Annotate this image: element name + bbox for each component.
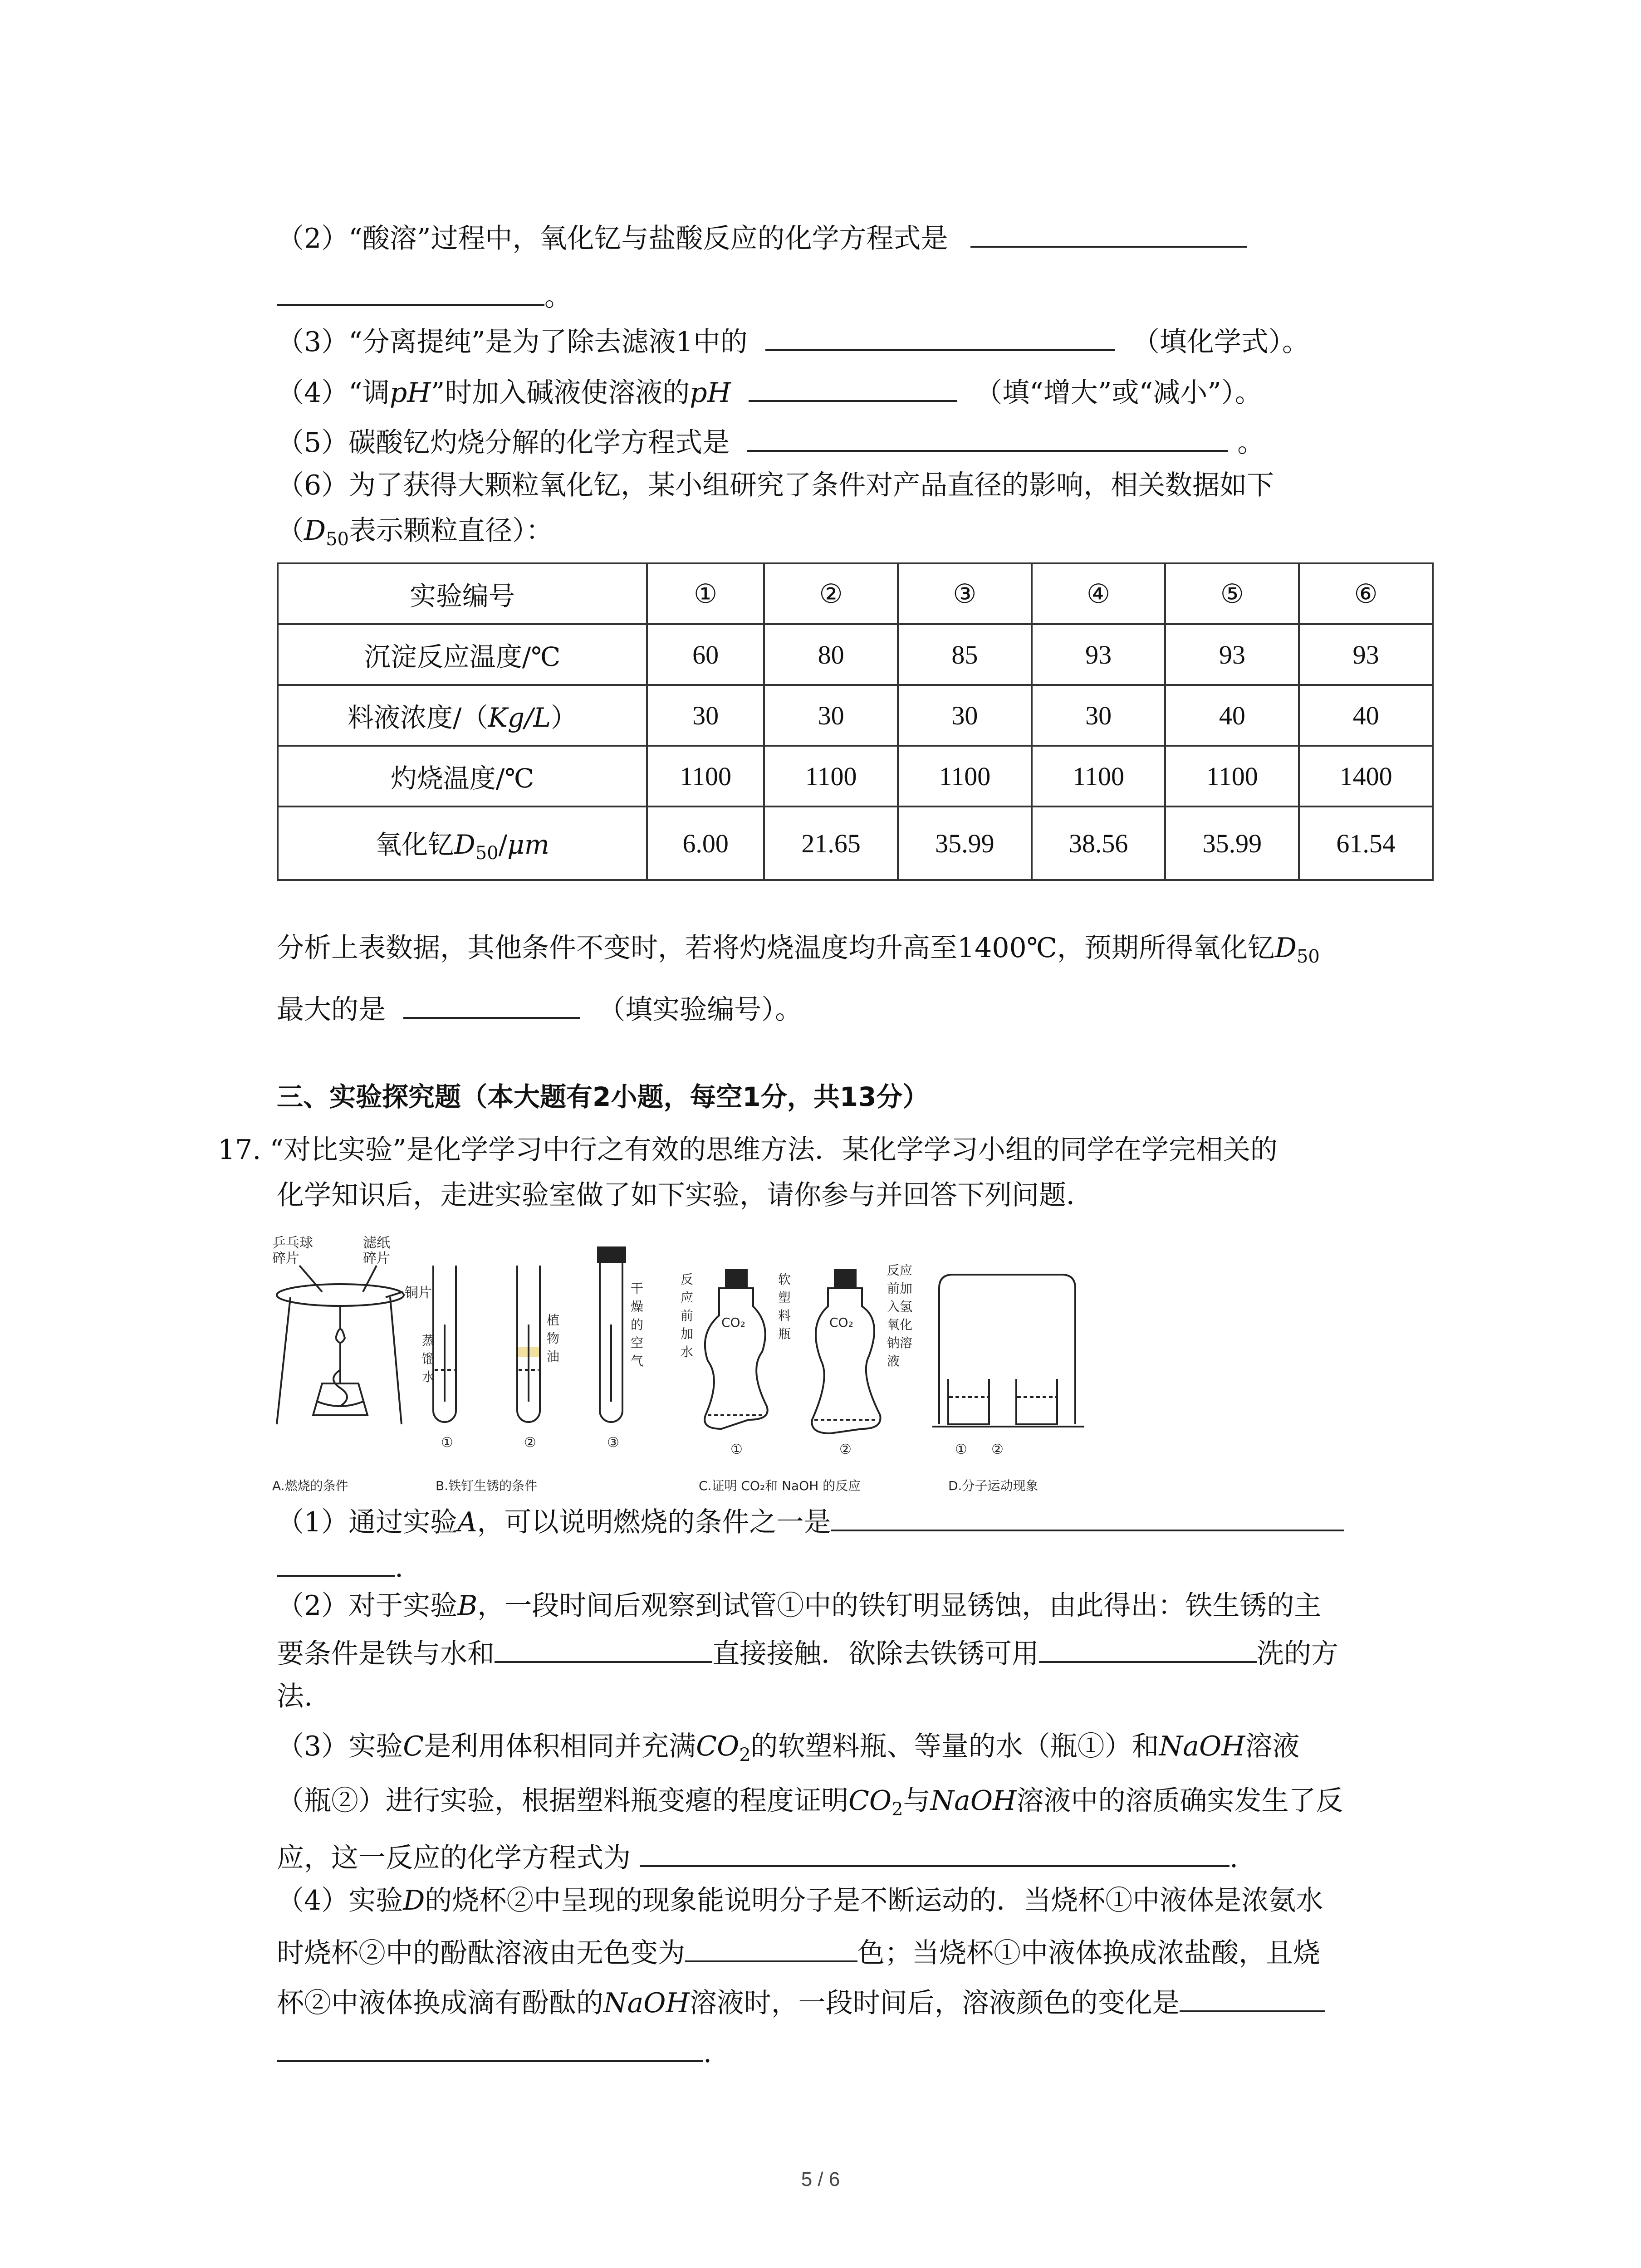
question-text: 最大的是 <box>277 994 386 1026</box>
table-header-cell: ② <box>764 563 898 624</box>
formula-co2: CO <box>696 1730 740 1762</box>
label-dry-air: 燥 <box>631 1299 644 1314</box>
q17-part1-line1 <box>277 1501 1438 1540</box>
question-text: 法. <box>277 1681 313 1712</box>
question-text: 分析上表数据，其他条件不变时，若将灼烧温度均升高至1400℃，预期所得氧化钇 <box>277 932 1275 964</box>
label-oil: 植 <box>547 1313 560 1328</box>
label-add-water: 应 <box>681 1290 694 1305</box>
q16-analysis-line1 <box>277 930 1438 975</box>
question-text: 杯②中液体换成滴有酚酞的 <box>277 1987 603 2019</box>
question-text: （填化学式）。 <box>1132 326 1309 358</box>
table-cell: 21.65 <box>764 807 898 880</box>
label-add-naoh: 钠溶 <box>887 1335 913 1350</box>
table-header-cell: 实验编号 <box>278 563 647 624</box>
label-add-water: 加 <box>681 1326 694 1341</box>
answer-blank[interactable] <box>277 276 544 306</box>
table-cell: 38.56 <box>1032 807 1166 880</box>
label-add-naoh: 入氢 <box>887 1299 913 1314</box>
table-cell: 80 <box>764 624 898 685</box>
experiment-c-apparatus <box>681 1263 912 1493</box>
table-cell: 1100 <box>764 746 898 807</box>
question-text: （1）通过实验 <box>277 1506 458 1538</box>
question-text: （4）实验 <box>277 1885 403 1916</box>
question-text: 色；当烧杯①中液体换成浓盐酸，且烧 <box>857 1937 1320 1969</box>
experiment-table <box>277 562 1434 881</box>
experiment-letter: C <box>403 1730 424 1762</box>
row-label: 沉淀反应温度/℃ <box>278 624 647 685</box>
answer-blank[interactable] <box>403 989 580 1019</box>
question-text: 化学知识后，走进实验室做了如下实验，请你参与并回答下列问题． <box>277 1179 1093 1211</box>
q17-part2-line3 <box>277 1678 1438 1715</box>
answer-blank[interactable] <box>277 1547 395 1577</box>
table-header-cell: ⑥ <box>1299 563 1433 624</box>
row-label-text: 料液浓度/（ <box>347 702 488 733</box>
experiment-letter: B <box>457 1590 478 1622</box>
table-row <box>278 746 1433 807</box>
table-cell: 30 <box>898 685 1032 746</box>
table-cell: 60 <box>647 624 764 685</box>
label-dry-air: 气 <box>631 1354 644 1369</box>
answer-blank[interactable] <box>970 218 1247 248</box>
question-text: 溶液 <box>1245 1730 1300 1762</box>
experiment-letter: A <box>457 1506 477 1538</box>
tube-number: ③ <box>607 1435 619 1451</box>
table-header-cell: ④ <box>1032 563 1166 624</box>
label-pingpong: 碎片 <box>272 1251 299 1266</box>
row-label-text: ） <box>551 702 578 733</box>
beaker-number: ① <box>955 1442 967 1457</box>
question-text: 与 <box>903 1785 931 1817</box>
table-cell: 85 <box>898 624 1032 685</box>
subscript: 50 <box>326 529 349 550</box>
question-text: （4）“调 <box>277 377 390 409</box>
question-text: 溶液中的溶质确实发生了反 <box>1016 1785 1343 1817</box>
row-label-text: / <box>498 829 508 860</box>
row-label: 灼烧温度/℃ <box>278 746 647 807</box>
label-add-water: 前 <box>681 1308 694 1323</box>
label-co2: CO₂ <box>829 1315 853 1330</box>
answer-blank[interactable] <box>747 422 1228 452</box>
q16-part5 <box>277 422 1438 461</box>
q16-part6-line2 <box>277 513 1438 557</box>
experiment-b-apparatus <box>422 1247 643 1493</box>
label-add-naoh: 氧化 <box>887 1317 913 1332</box>
beaker-number: ② <box>991 1442 1004 1457</box>
table-row <box>278 624 1433 685</box>
q17-part2-line2 <box>277 1633 1438 1672</box>
label-dry-air: 空 <box>631 1335 644 1350</box>
table-cell: 1100 <box>898 746 1032 807</box>
question-text: （5）碳酸钇灼烧分解的化学方程式是 <box>277 427 730 459</box>
label-oil: 物 <box>547 1331 560 1346</box>
label-add-water: 水 <box>681 1344 694 1359</box>
formula-naoh: NaOH <box>930 1785 1017 1817</box>
q16-part4 <box>277 372 1438 411</box>
page-number: 5 / 6 <box>801 2168 840 2190</box>
question-text: （填实验编号）。 <box>598 994 803 1026</box>
answer-blank[interactable] <box>765 321 1115 351</box>
table-cell: 40 <box>1299 685 1433 746</box>
table-cell: 35.99 <box>898 807 1032 880</box>
label-oil: 油 <box>547 1349 560 1364</box>
experiment-letter: D <box>403 1885 425 1916</box>
table-cell: 30 <box>764 685 898 746</box>
table-cell: 1100 <box>1165 746 1299 807</box>
label-plastic-bottle: 塑 <box>778 1290 791 1305</box>
table-cell: 61.54 <box>1299 807 1433 880</box>
label-filter-paper: 滤纸 <box>363 1235 390 1251</box>
punctuation: . <box>395 1552 404 1584</box>
label-pingpong: 乒乓球 <box>272 1235 313 1251</box>
table-cell: 6.00 <box>647 807 764 880</box>
question-text: （填“增大”或“减小”）。 <box>975 377 1262 409</box>
q17-part4-line2 <box>277 1932 1438 1971</box>
label-plastic-bottle: 软 <box>778 1272 791 1287</box>
table-cell: 1400 <box>1299 746 1433 807</box>
experiment-figure <box>272 1234 1107 1497</box>
label-add-naoh: 前加 <box>887 1281 913 1296</box>
table-row <box>278 685 1433 746</box>
label-add-naoh: 反应 <box>887 1263 913 1278</box>
label-copper: 铜片 <box>405 1285 432 1301</box>
table-cell: 40 <box>1165 685 1299 746</box>
question-text: （3）实验 <box>277 1730 403 1762</box>
ph-symbol: pH <box>690 377 731 409</box>
punctuation: . <box>703 2037 712 2069</box>
punctuation: . <box>1230 1842 1239 1874</box>
subscript: 2 <box>739 1745 751 1765</box>
answer-blank[interactable] <box>277 2032 703 2062</box>
question-text: （ <box>277 515 304 547</box>
label-plastic-bottle: 瓶 <box>778 1326 791 1341</box>
table-cell: 30 <box>647 685 764 746</box>
question-text: 是利用体积相同并充满 <box>424 1730 696 1762</box>
punctuation: 。 <box>1237 427 1265 459</box>
question-text: 要条件是铁与水和 <box>277 1638 495 1670</box>
table-cell: 93 <box>1299 624 1433 685</box>
tube-number: ① <box>441 1435 453 1451</box>
question-text: 应，这一反应的化学方程式为 <box>277 1842 631 1874</box>
q17-part2-line1 <box>277 1588 1438 1624</box>
question-text: 直接接触．欲除去铁锈可用 <box>712 1638 1039 1670</box>
table-row <box>278 807 1433 880</box>
q17-intro-line2 <box>277 1177 1438 1213</box>
label-add-naoh: 液 <box>887 1354 900 1369</box>
caption-d: D.分子运动现象 <box>948 1478 1038 1493</box>
question-text: （2）对于实验 <box>277 1590 458 1622</box>
q17-part4-line4 <box>277 2032 1438 2071</box>
formula-co2: CO <box>848 1785 892 1817</box>
table-cell: 1100 <box>647 746 764 807</box>
answer-blank[interactable] <box>831 1501 1344 1531</box>
q17-part1-line2 <box>277 1547 1438 1586</box>
punctuation: 。 <box>544 281 572 313</box>
q16-part2-line2 <box>277 276 1438 315</box>
formula-naoh: NaOH <box>603 1987 690 2019</box>
q17-part3-line3 <box>277 1837 1438 1876</box>
question-text: ，可以说明燃烧的条件之一是 <box>477 1506 831 1538</box>
d-symbol: D <box>304 515 326 547</box>
question-text: ”时加入碱液使溶液的 <box>431 377 690 409</box>
q17-part4-line1 <box>277 1882 1438 1919</box>
label-dry-air: 干 <box>631 1281 644 1296</box>
question-text: （2）“酸溶”过程中，氧化钇与盐酸反应的化学方程式是 <box>277 223 948 254</box>
label-water: 馏 <box>422 1351 435 1366</box>
formula-naoh: NaOH <box>1159 1730 1245 1762</box>
experiment-a-apparatus <box>272 1235 432 1493</box>
ph-symbol: pH <box>389 377 431 409</box>
question-text: 表示颗粒直径）： <box>349 515 554 547</box>
table-cell: 35.99 <box>1165 807 1299 880</box>
row-label <box>278 685 647 746</box>
question-text: 的烧杯②中呈现的现象能说明分子是不断运动的．当烧杯①中液体是浓氨水 <box>425 1885 1323 1916</box>
question-text: 17. “对比实验”是化学学习中行之有效的思维方法．某化学学习小组的同学在学完相关的 <box>218 1134 1278 1166</box>
answer-blank[interactable] <box>640 1837 1230 1867</box>
table-cell: 93 <box>1165 624 1299 685</box>
subscript: 2 <box>892 1799 903 1820</box>
table-cell: 93 <box>1032 624 1166 685</box>
subscript: 50 <box>475 842 499 864</box>
caption-b: B.铁钉生锈的条件 <box>436 1478 538 1493</box>
table-cell: 1100 <box>1032 746 1166 807</box>
q16-part2-line1 <box>277 218 1438 257</box>
table-header-cell: ③ <box>898 563 1032 624</box>
q17-part3-line1 <box>277 1728 1438 1773</box>
subscript: 50 <box>1296 946 1320 967</box>
table-header-row <box>278 563 1433 624</box>
answer-blank[interactable] <box>1039 1633 1257 1663</box>
table-header-cell: ① <box>647 563 764 624</box>
d-symbol: D <box>454 829 475 860</box>
question-text: 时烧杯②中的酚酞溶液由无色变为 <box>277 1937 685 1969</box>
unit-text: Kg/L <box>488 702 551 733</box>
label-water: 蒸 <box>422 1333 435 1348</box>
label-water: 水 <box>422 1369 435 1384</box>
question-text: （瓶②）进行实验，根据塑料瓶变瘪的程度证明 <box>277 1785 848 1817</box>
answer-blank[interactable] <box>495 1633 712 1663</box>
row-label-text: 氧化钇 <box>375 829 455 860</box>
question-text: 洗的方 <box>1257 1638 1338 1670</box>
answer-blank[interactable] <box>749 372 957 402</box>
caption-a: A.燃烧的条件 <box>272 1478 348 1493</box>
table-header-cell: ⑤ <box>1165 563 1299 624</box>
table-cell: 30 <box>1032 685 1166 746</box>
question-text: ，一段时间后观察到试管①中的铁钉明显锈蚀，由此得出：铁生锈的主 <box>477 1590 1322 1622</box>
bottle-number: ① <box>730 1442 743 1457</box>
answer-blank[interactable] <box>1180 1982 1325 2012</box>
label-dry-air: 的 <box>631 1317 644 1332</box>
question-text: （3）“分离提纯”是为了除去滤液1中的 <box>277 326 748 358</box>
section-heading: 三、实验探究题（本大题有2小题，每空1分，共13分） <box>277 1081 929 1112</box>
answer-blank[interactable] <box>685 1932 857 1962</box>
label-filter-paper: 碎片 <box>363 1251 390 1266</box>
q17-part4-line3 <box>277 1982 1438 2021</box>
d-symbol: D <box>1274 932 1297 964</box>
label-plastic-bottle: 料 <box>778 1308 791 1323</box>
question-text: （6）为了获得大颗粒氧化钇，某小组研究了条件对产品直径的影响，相关数据如下 <box>277 469 1274 501</box>
tube-number: ② <box>524 1435 536 1451</box>
experiment-d-apparatus <box>932 1275 1084 1493</box>
unit-text: μm <box>507 829 549 860</box>
q17-intro-line1 <box>218 1132 1379 1168</box>
caption-c: C.证明 CO₂和 NaOH 的反应 <box>699 1478 861 1493</box>
question-text: 的软塑料瓶、等量的水（瓶①）和 <box>750 1730 1159 1762</box>
row-label <box>278 807 647 880</box>
label-add-water: 反 <box>681 1272 694 1287</box>
label-co2: CO₂ <box>721 1315 745 1330</box>
bottle-number: ② <box>839 1442 852 1457</box>
q17-part3-line2 <box>277 1783 1438 1828</box>
question-text: 溶液时，一段时间后，溶液颜色的变化是 <box>689 1987 1180 2019</box>
q16-part3 <box>277 321 1438 360</box>
q16-part6-line1 <box>277 467 1438 503</box>
q16-analysis-line2 <box>277 989 1438 1028</box>
